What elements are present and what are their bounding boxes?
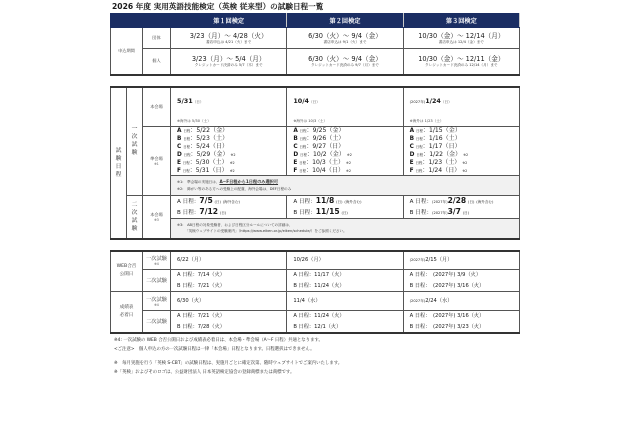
second-exam-label: 二 次 試 験 <box>127 196 143 239</box>
first-sub-row <box>111 126 520 176</box>
footnote-4: ※4: 一次試験の WEB 合否公開日および成績表必着日は、本会場・準会場（A～F 日程）共通となります。 <box>114 338 323 344</box>
app-indiv-r1: 3/23（月）～ 5/4（月） クレジットカード決済のみ 5/7（木）まで <box>171 49 287 75</box>
sub-venue-r3: A 日程：1/15（金） B 日程：1/16（土） C 日程：1/17（日） D 日程：1/22（金） ※2 E 日程：1/23（土） ※2 F 日程：1/24（日） ※2 <box>403 126 519 176</box>
second-notes-row <box>111 219 520 239</box>
web-second-r2: A 日程：11/17（火） B 日程：11/24（火） <box>287 270 403 292</box>
sub-venue-r2: A 日程：9/25（金） B 日程：9/26（土） C 日程：9/27（日） D 日程：10/2（金） ※2 E 日程：10/3（土） ※2 F 日程：10/4（日） ※2 <box>287 126 403 176</box>
group-label: 団体 <box>143 28 171 49</box>
report-first-r3: (2027年)2/24（水） <box>403 292 519 311</box>
exam-schedule-table <box>110 86 520 240</box>
footnote-caution: <ご注意> 個人申込の方の一次試験日程は一律「本会場」日程となります。日程選択はできません。 <box>114 347 315 353</box>
app-group-r1: 3/23（月）～ 4/28（火） 書店申込は 4/21（火）まで <box>171 28 287 49</box>
web-second-r1: A 日程：7/14（火） B 日程：7/21（火） <box>171 270 287 292</box>
header-row <box>111 14 520 28</box>
web-first-r2: 10/26（月） <box>287 251 403 270</box>
main-venue-label: 本会場 <box>143 87 171 127</box>
first-main-row <box>111 87 520 127</box>
web-first-label: 一次試験 ※4 <box>143 251 171 270</box>
first-main-r3: (2027年)1/24（日） ※海外は 1/23（土） <box>403 87 519 127</box>
report-first-r1: 6/30（火） <box>171 292 287 311</box>
web-second-r3: A 日程： (2027年) 3/9（火） B 日程： (2027年) 3/16（火） <box>403 270 519 292</box>
header-round-1: 第１回検定 <box>171 14 287 28</box>
first-exam-label: 一 次 試 験 <box>127 87 143 196</box>
second-r2: A 日程：11/8 (日) (海外含む) B 日程：11/15 (日) <box>287 196 403 219</box>
report-second-r2: A 日程：11/24（火） B 日程：12/1（火） <box>287 311 403 334</box>
app-indiv-r2: 6/30（火）～ 9/4（金） クレジットカード決済のみ 9/7（月）まで <box>287 49 403 75</box>
application-table <box>110 13 520 76</box>
application-row-individual <box>111 49 520 75</box>
report-first-label: 一次試験 ※4 <box>143 292 171 311</box>
second-notes: ※3: AB日程の対象受験者、および日程区分ルールについての詳細は、 「英検ウェブサイトの受験案内」（https://www.eiken.or.jp/eiken/schedule/）をご参照ください。 <box>171 219 520 239</box>
footnote-scbt: ※ 毎月実施を行う「英検 S-CBT」の試験日程は、実施月ごとに確定次第、随時ウェブサイトでご案内いたします。 <box>114 361 343 367</box>
first-main-r2: 10/4（日） ※海外は 10/3（土） <box>287 87 403 127</box>
web-second-row <box>111 270 520 292</box>
sub-venue-r1: A 日程：5/22（金） B 日程：5/23（土） C 日程：5/24（日） D 日程：5/29（金） ※2 E 日程：5/30（土） ※2 F 日程：5/31（日） ※2 <box>171 126 287 176</box>
app-indiv-r3: 10/30（金）～ 12/11（金） クレジットカード決済のみ 12/14（月）まで <box>403 49 519 75</box>
page-title: 2026 年度 実用英語技能検定（英検 従来型）の試験日程一覧 <box>112 2 324 11</box>
web-first-r3: (2027年)2/15（月） <box>403 251 519 270</box>
schedule-label: 試 験 日 程 <box>111 87 127 239</box>
second-venue-label: 本会場 ※3 <box>143 196 171 239</box>
sub-venue-notes: ※1: 準会場の実施日は、A~F日程から1日程のみ選択可 ※2: 障がい等のある方への受験上の配慮、海外会場は、DEF日程のみ <box>171 176 520 196</box>
app-group-r3: 10/30（金）～ 12/14（月） 書店申込は 12/4（金）まで <box>403 28 519 49</box>
report-first-r2: 11/4（水） <box>287 292 403 311</box>
report-second-r1: A 日程：7/21（火） B 日程：7/28（火） <box>171 311 287 334</box>
app-group-r2: 6/30（火）～ 9/4（金） 書店申込は 9/1（火）まで <box>287 28 403 49</box>
application-label: 申込期間 <box>111 28 143 75</box>
schedule-page <box>110 0 520 377</box>
header-round-3: 第３回検定 <box>403 14 519 28</box>
report-second-row <box>111 311 520 334</box>
report-card-label: 成績表 必着日 <box>111 292 143 334</box>
individual-label: 個人 <box>143 49 171 75</box>
results-table <box>110 250 520 335</box>
first-notes-row <box>111 176 520 196</box>
header-round-2: 第２回検定 <box>287 14 403 28</box>
second-r3: A 日程：(2027年)2/28 (日) (海外含む) B 日程：(2027年)3/7 (日) <box>403 196 519 219</box>
application-row-group <box>111 28 520 49</box>
web-results-label: WEB合否 公開日 <box>111 251 143 292</box>
report-second-r3: A 日程： (2027年) 3/16（火） B 日程： (2027年) 3/23（火） <box>403 311 519 334</box>
web-first-r1: 6/22（月） <box>171 251 287 270</box>
sub-venue-label: 準会場 ※1 <box>143 126 171 196</box>
header-blank <box>111 14 171 28</box>
second-main-row <box>111 196 520 219</box>
web-second-label: 二次試験 <box>143 270 171 292</box>
report-first-row <box>111 292 520 311</box>
report-second-label: 二次試験 <box>143 311 171 334</box>
footnote-trademark: ※「英検」およびそのロゴは、公益財団法人 日本英語検定協会の登録商標または商標です。 <box>114 370 295 376</box>
second-r1: A 日程：7/5 (日) (海外含む) B 日程：7/12 (日) <box>171 196 287 219</box>
web-first-row <box>111 251 520 270</box>
first-main-r1: 5/31（日） ※海外は 5/30（土） <box>171 87 287 127</box>
